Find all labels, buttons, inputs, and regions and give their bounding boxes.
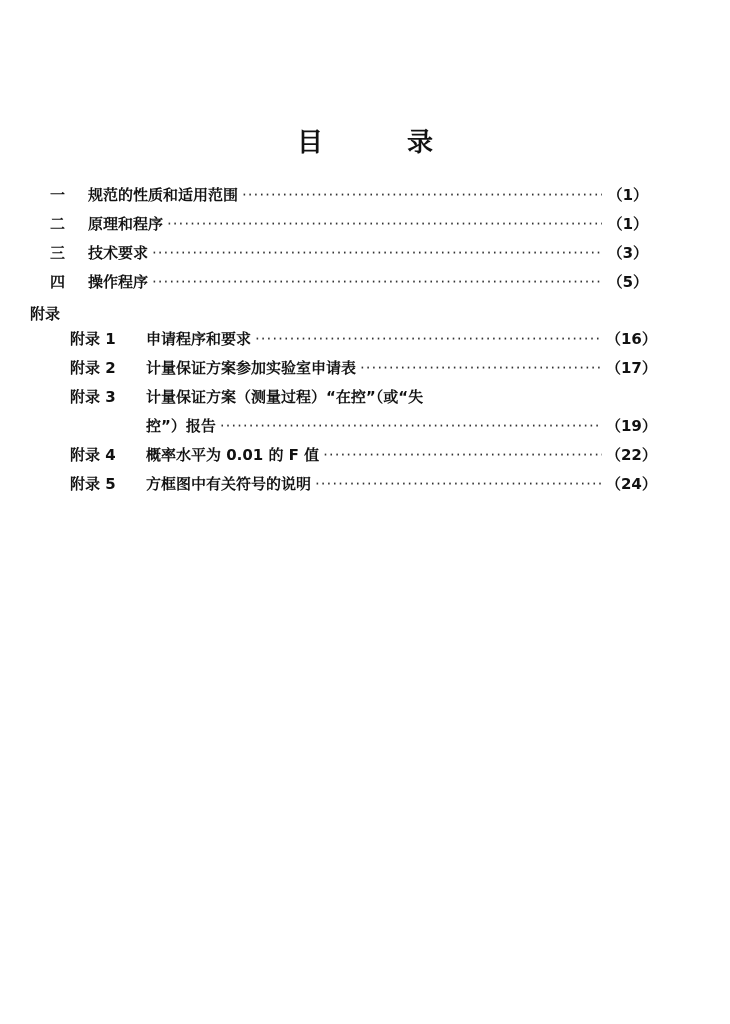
toc-page: （1） [607,186,648,204]
title-char-2: 录 [407,128,434,158]
title-char-1: 目 [296,128,323,158]
appendix-label: 概率水平为 0.01 的 F 值 [146,446,320,464]
appendix-number: 附录 4 [70,446,116,464]
appendix-page: （22） [606,446,657,464]
toc-page: （3） [607,244,648,262]
toc-number: 二 [50,215,66,233]
toc-row-1[interactable] [50,184,648,213]
appendix-number: 附录 1 [70,330,116,348]
appendix-label: 计量保证方案参加实验室申请表 [146,359,357,377]
appendix-row-1[interactable] [50,328,657,357]
toc-row-2[interactable] [50,213,648,242]
appendix-number: 附录 2 [70,359,116,377]
appendix-label-continued: 控”）报告 [146,417,216,435]
toc-page: （1） [607,215,648,233]
toc-label: 规范的性质和适用范围 [88,186,239,204]
appendix-page: （17） [606,359,657,377]
table-of-contents [30,184,657,502]
toc-label: 操作程序 [88,273,149,291]
appendix-page: （24） [606,475,657,493]
appendix-heading: 附录 [30,305,61,323]
leader-dots [167,215,602,233]
appendix-number: 附录 3 [70,388,116,406]
toc-number: 三 [50,244,66,262]
page-title [0,122,730,159]
leader-dots [152,244,602,262]
leader-dots [323,446,602,464]
appendix-row-2[interactable] [50,357,657,386]
appendix-label: 申请程序和要求 [146,330,252,348]
toc-page: （5） [607,273,648,291]
toc-label: 技术要求 [88,244,149,262]
appendix-number: 附录 5 [70,475,116,493]
appendix-label: 方框图中有关符号的说明 [146,475,312,493]
toc-number: 一 [50,186,66,204]
toc-row-4[interactable] [50,271,648,300]
leader-dots [255,330,602,348]
appendix-label: 计量保证方案（测量过程）“在控”（或“失 [146,388,424,406]
toc-label: 原理和程序 [88,215,164,233]
appendix-page: （19） [606,417,657,435]
appendix-row-3[interactable] [50,386,648,415]
leader-dots [220,417,602,435]
toc-row-3[interactable] [50,242,648,271]
appendix-row-4[interactable] [50,444,657,473]
leader-dots [360,359,602,377]
leader-dots [242,186,602,204]
appendix-row-5[interactable] [50,473,657,502]
toc-number: 四 [50,273,66,291]
appendix-page: （16） [606,330,657,348]
leader-dots [152,273,602,291]
leader-dots [315,475,602,493]
appendix-row-3-continued[interactable] [50,415,657,444]
